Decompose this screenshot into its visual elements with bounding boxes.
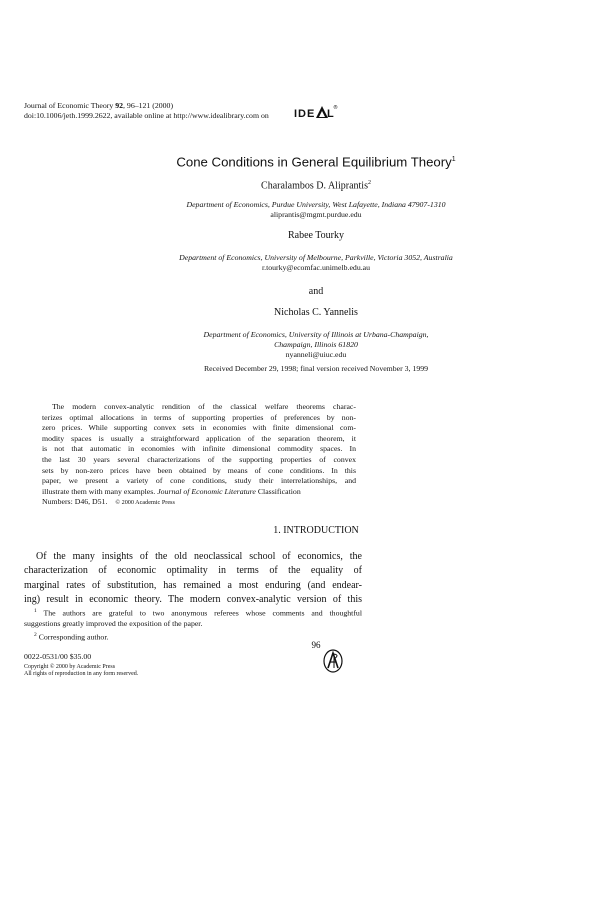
- footnote-mark: 1: [34, 608, 37, 614]
- abstract-line-final: [42, 487, 356, 498]
- author-name: [0, 177, 600, 192]
- journal-volume: 92: [115, 101, 124, 110]
- intro-paragraph: [24, 550, 362, 607]
- title-footnote-mark: 1: [451, 156, 456, 163]
- received-dates: Received December 29, 1998; final version received November 3, 1999: [203, 364, 429, 373]
- author-footnote-mark: 2: [367, 180, 371, 186]
- abstract-line: sets by non-zero prices have been obtained by means of cone conditions. In this: [42, 465, 356, 475]
- author-name-text: Charalambos D. Aliprantis: [261, 180, 368, 192]
- abstract-jel-numbers: [42, 497, 356, 509]
- academic-press-logo-icon: [322, 648, 344, 674]
- footer-copyright: Copyright © 2000 by Academic Press: [24, 664, 116, 670]
- footnote-text: The authors are grateful to two anonymous referees whose comments and thoughtful: [43, 608, 362, 618]
- body-line: marginal rates of substitution, has remained a most enduring (and endear-: [24, 579, 362, 591]
- abstract-line: terizes optimal allocations in terms of supporting properties of preferences by non-: [42, 412, 356, 422]
- footnote-continuation: suggestions greatly improved the exposition of the paper.: [24, 619, 203, 629]
- abstract-line: zero prices. While supporting convex sets in economies with finite dimensional com-: [42, 423, 356, 433]
- body-line: Of the many insights of the old neoclassical school of economics, the: [36, 551, 362, 562]
- abstract-line: is not that automatic in economies with infinite dimensional commodity spaces. In: [42, 444, 356, 454]
- author-affiliation: Department of Economics, University of Melbourne, Parkville, Victoria 3052, Australia: [179, 253, 453, 262]
- paper-title-text: Cone Conditions in General Equilibrium Theory: [176, 154, 452, 170]
- footer-rights: All rights of reproduction in any form reserved.: [24, 671, 139, 677]
- jel-numbers: Numbers: D46, D51.: [42, 497, 108, 507]
- footnote-text: Corresponding author.: [38, 632, 109, 642]
- footnote: [24, 606, 362, 619]
- paper-title: [0, 152, 600, 170]
- abstract-line: The modern convex-analytic rendition of the classical welfare theorems charac-: [52, 402, 356, 411]
- author-affiliation-line2: Champaign, Illinois 61820: [274, 340, 358, 349]
- abstract-line: paper, we present a variety of cone conditions, study their interrelationships, and: [42, 476, 356, 486]
- abstract-line: illustrate them with many examples.: [42, 486, 156, 496]
- body-line: ing) result in economic theory. The modern convex-analytic version of this: [24, 593, 362, 605]
- footnote-mark: 2: [34, 631, 37, 638]
- author-name: Rabee Tourky: [287, 230, 345, 241]
- author-email: r.tourky@ecomfac.unimelb.edu.au: [261, 263, 371, 272]
- ideal-logo: [292, 104, 338, 122]
- footnotes: [24, 606, 362, 643]
- abstract-line: modity spaces is usually a straightforward application of the separation theorem, it: [42, 433, 356, 443]
- author-email: aliprantis@mgmt.purdue.edu: [270, 210, 362, 219]
- body-line: characterization of economic optimality in terms of the equality of: [24, 565, 362, 577]
- author-name: Nicholas C. Yannelis: [274, 307, 358, 318]
- journal-name: Journal of Economic Theory: [24, 101, 116, 110]
- section-heading: 1. INTRODUCTION: [273, 525, 359, 536]
- ideal-logo-text: IDE: [294, 108, 316, 120]
- author-email: nyanneli@uiuc.edu: [285, 350, 347, 359]
- jel-label: Journal of Economic Literature: [157, 486, 256, 496]
- jel-classification: Classification: [255, 486, 301, 496]
- journal-citation: [24, 101, 173, 112]
- author-affiliation: Department of Economics, Purdue University, West Lafayette, Indiana 47907-1310: [186, 200, 446, 209]
- and-separator: and: [308, 286, 324, 297]
- ideal-registered-mark: ®: [333, 105, 338, 111]
- abstract: [42, 402, 356, 509]
- page-number: 96: [311, 640, 321, 650]
- journal-pages: , 96–121 (2000): [123, 101, 174, 110]
- doi-line: doi:10.1006/jeth.1999.2622, available online at http://www.idealibrary.com on: [24, 111, 269, 120]
- author-affiliation: Department of Economics, University of Illinois at Urbana-Champaign,: [203, 330, 429, 339]
- issn-price: 0022-0531/00 $35.00: [24, 652, 92, 661]
- ideal-logo-tail: L: [327, 108, 335, 120]
- abstract-copyright: © 2000 Academic Press: [115, 499, 175, 507]
- abstract-line: the last 30 years several characterizations of the supporting properties of convex: [42, 454, 356, 464]
